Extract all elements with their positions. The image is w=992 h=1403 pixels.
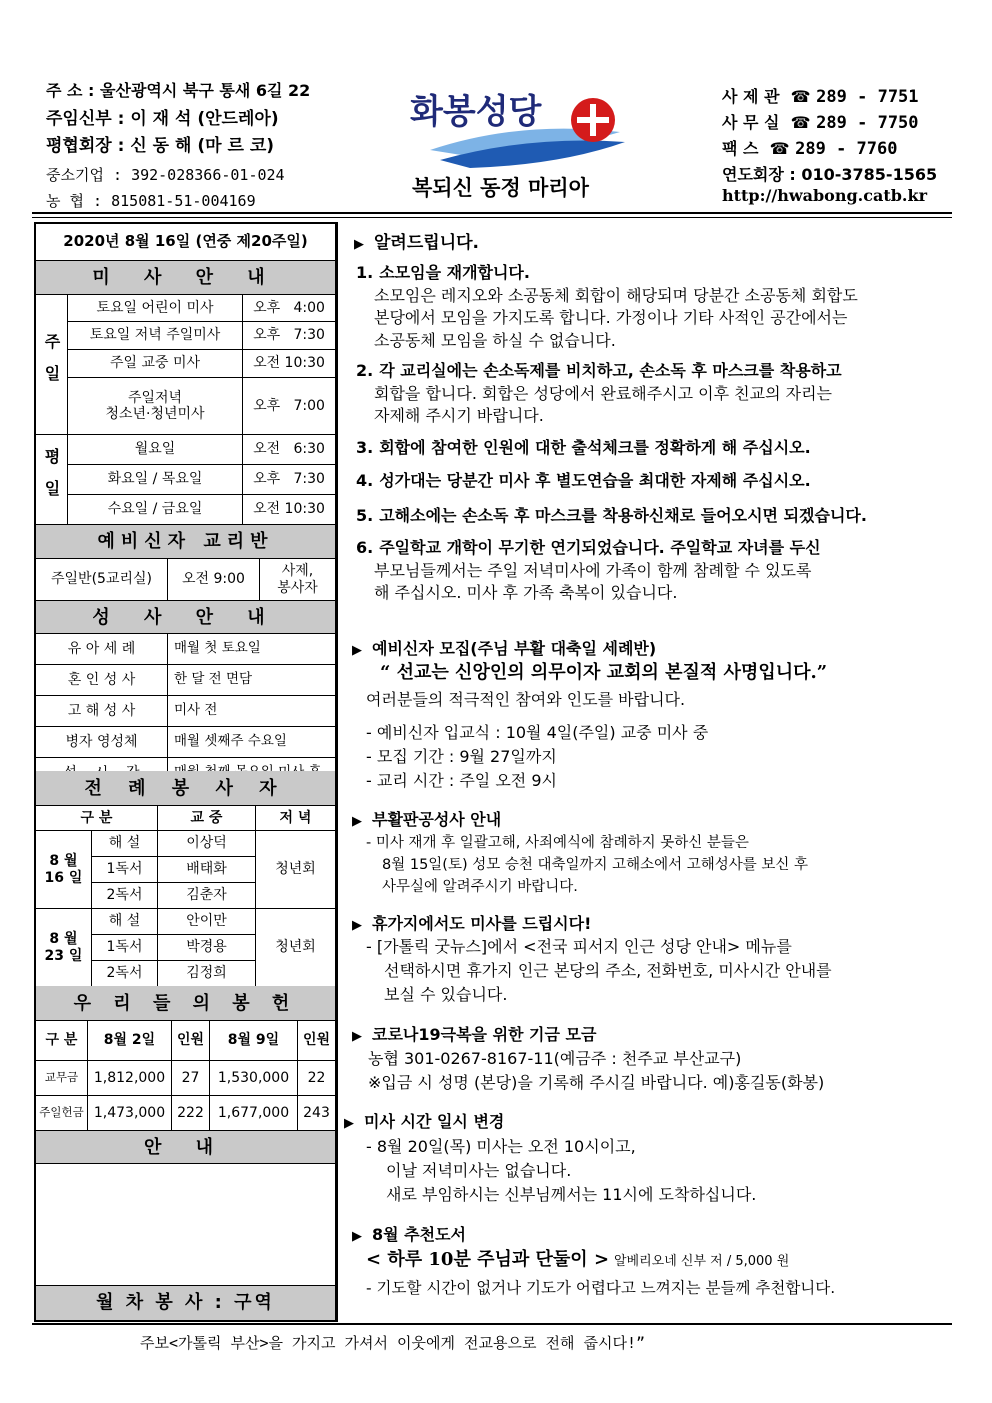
- liturgy-role: 2독서: [92, 961, 158, 986]
- mass-change-line: 이날 저녁미사는 없습니다.: [386, 1161, 572, 1180]
- bulletin-date: 2020년 8월 16일 (연중 제20주일): [63, 232, 308, 251]
- triangle-icon: ▶: [352, 918, 362, 933]
- item-number: 4.: [356, 471, 374, 490]
- left-info-table: [34, 222, 337, 1322]
- sacrament-name: 혼 인 성 사: [36, 665, 168, 695]
- announcement-line: 본당에서 모임을 가지도록 합니다. 가정이나 기타 사적인 공간에서는: [374, 308, 848, 327]
- announcement-line: [356, 537, 821, 559]
- item-number: 2.: [356, 361, 374, 380]
- mass-name: 주일저녁 청소년·청년미사: [68, 378, 243, 434]
- mass-name: 주일 교중 미사: [68, 350, 243, 377]
- offering-header-row: [36, 1021, 335, 1061]
- book-meta: 알베리오네 신부 저 / 5,000 원: [613, 1254, 790, 1269]
- offering-cell: 222: [172, 1096, 210, 1130]
- liturgy-evening: 청년회: [256, 909, 335, 987]
- mass-row: [68, 465, 335, 495]
- mass-row: [68, 295, 335, 322]
- mass-row: [68, 495, 335, 525]
- announcement-line: 소모임은 레지오와 소공동체 회합이 해당되며 당분간 소공동체 회합도: [374, 285, 858, 305]
- liturgy-row: [92, 961, 256, 987]
- mass-time: 오후 7:30: [253, 327, 325, 344]
- liturgy-title: 전 례 봉 사 자: [36, 771, 335, 806]
- pastor-row: 주임신부 : 이 재 석 (안드레아): [46, 109, 279, 129]
- offering-cell: 주일헌금: [36, 1096, 88, 1130]
- sacrament-name: 병자 영성체: [36, 727, 168, 757]
- item-number: 5.: [356, 506, 374, 525]
- recruit-heading: ▶ 예비신자 모집(주님 부활 대축일 세례반): [352, 639, 657, 658]
- liturgy-role: 2독서: [92, 883, 158, 908]
- website-link[interactable]: http://hwabong.catb.kr: [722, 186, 927, 205]
- book-recommendation: [366, 1249, 789, 1273]
- mass-time: 오후 4:00: [253, 299, 325, 316]
- vacation-line: 보실 수 있습니다.: [384, 985, 508, 1004]
- liturgy-person: 김정희: [158, 961, 256, 986]
- liturgy-date: 8 월 23 일: [36, 909, 92, 987]
- phone-icon: ☎: [790, 87, 811, 106]
- item-number: 3.: [356, 438, 374, 457]
- book-line: - 기도할 시간이 없거나 기도가 어렵다고 느껴지는 분들께 추천합니다.: [366, 1279, 836, 1297]
- recruit-quote: “ 선교는 신앙인의 의무이자 교회의 본질적 사명입니다.”: [380, 662, 828, 683]
- announcement-line: 부모님들께서는 주일 저녁미사에 가족이 함께 참례할 수 있도록: [374, 560, 812, 580]
- council-row: 평협회장 : 신 동 해 (마 르 코): [46, 136, 275, 156]
- recruit-line: - 교리 시간 : 주일 오전 9시: [366, 771, 557, 790]
- liturgy-role: 해 설: [92, 909, 158, 934]
- catechumen-time: 오전 9:00: [168, 559, 260, 600]
- header-divider-thin: [32, 217, 952, 218]
- mass-guide-title: 미 사 안 내: [36, 261, 335, 295]
- sacrament-row: [36, 665, 335, 696]
- offering-cell: 1,812,000: [88, 1061, 172, 1095]
- sacrament-info: 미사 전: [174, 702, 218, 719]
- catechumen-teacher: 사제, 봉사자: [277, 563, 318, 596]
- liturgy-person: 박경용: [158, 935, 256, 960]
- item-text: 성가대는 당분간 미사 후 별도연습을 최대한 자제해 주십시오.: [379, 471, 811, 490]
- mass-time: 오전 10:30: [253, 501, 325, 518]
- liturgy-head-type: 구 분: [36, 806, 158, 830]
- item-text: 회합에 참여한 인원에 대한 출석체크를 정확하게 해 주십시오.: [379, 438, 811, 457]
- announcement-line: [356, 262, 530, 284]
- liturgy-row: [92, 831, 256, 857]
- mass-row: [68, 322, 335, 350]
- item-number: 1.: [356, 263, 374, 282]
- bank2-row: 농 협 : 815081-51-004169: [46, 192, 256, 210]
- triangle-icon: ▶: [352, 814, 362, 829]
- item-text: 주일학교 개학이 무기한 연기되었습니다. 주일학교 자녀를 두신: [379, 538, 821, 557]
- sacrament-info: 매월 셋째주 수요일: [174, 733, 287, 750]
- notice-title: 안 내: [36, 1131, 335, 1164]
- catechumen-class: 주일반(5교리실): [36, 559, 168, 600]
- announcement-line: 해 주십시오. 미사 후 가족 축복이 있습니다.: [374, 583, 678, 602]
- column-divider: [337, 222, 338, 1322]
- liturgy-row: [92, 857, 256, 883]
- announcement-line: 회합을 합니다. 회합은 성당에서 완료해주시고 이후 친교의 자리는: [374, 383, 833, 403]
- contact-rectory: 사 제 관 ☎ 289 - 7751: [722, 87, 919, 107]
- phone-icon: ☎: [769, 139, 790, 158]
- liturgy-role: 1독서: [92, 935, 158, 960]
- offering-head-cell: 인원: [302, 1032, 331, 1049]
- confession-line: 8월 15일(토) 성모 승천 대축일까지 고해소에서 고해성사를 보신 후: [382, 857, 809, 873]
- mass-time: 오전 6:30: [253, 441, 325, 458]
- weekday-label: 평일: [36, 435, 68, 525]
- contact-fax: 팩 스 ☎ 289 - 7760: [722, 139, 898, 159]
- mass-time: 오후 7:00: [253, 397, 325, 414]
- announcement-line: 자제해 주시기 바랍니다.: [374, 406, 544, 425]
- offering-head-cell: 8월 9일: [210, 1021, 298, 1060]
- confession-heading: ▶ 부활판공성사 안내: [352, 810, 502, 829]
- covid-heading: ▶ 코로나19극복을 위한 기금 모금: [352, 1025, 597, 1044]
- catechumen-row: [36, 559, 335, 601]
- sacrament-info: 한 달 전 면담: [174, 671, 253, 688]
- liturgy-head-evening: 저 녁: [279, 809, 312, 826]
- phone-icon: ☎: [790, 113, 811, 132]
- offering-cell: 1,473,000: [88, 1096, 172, 1130]
- notice-blank-area: [36, 1164, 335, 1286]
- mass-name: 토요일 저녁 주일미사: [68, 322, 243, 349]
- liturgy-person: 김춘자: [158, 883, 256, 908]
- header-divider: [32, 212, 952, 214]
- mass-row: [68, 350, 335, 378]
- vacation-line: - [가톨릭 굿뉴스]에서 <전국 피서지 인근 성당 안내> 메뉴를: [366, 937, 792, 956]
- liturgy-role: 1독서: [92, 857, 158, 882]
- sacrament-row: [36, 696, 335, 727]
- mass-change-line: - 8월 20일(목) 미사는 오전 10시이고,: [366, 1137, 636, 1156]
- announcement-line: [356, 470, 811, 492]
- offering-cell: 교무금: [36, 1061, 88, 1095]
- confession-line: 사무실에 알려주시기 바랍니다.: [382, 879, 578, 895]
- mass-row: [68, 378, 335, 435]
- vacation-line: 선택하시면 휴가지 인근 본당의 주소, 전화번호, 미사시간 안내를: [384, 961, 832, 980]
- book-heading: ▶ 8월 추천도서: [352, 1225, 466, 1244]
- covid-line: 농협 301-0267-8167-11(예금주 : 천주교 부산교구): [368, 1049, 742, 1068]
- offering-head-cell: 구 분: [36, 1021, 88, 1060]
- offering-head-cell: 인원: [172, 1021, 210, 1060]
- mass-change-heading: ▶ 미사 시간 일시 변경: [344, 1112, 505, 1131]
- recruit-line: - 예비신자 입교식 : 10월 4일(주일) 교중 미사 중: [366, 723, 709, 742]
- triangle-icon: ▶: [354, 237, 364, 252]
- announcement-line: [356, 360, 842, 382]
- liturgy-header-row: [36, 806, 335, 831]
- mass-name: 토요일 어린이 미사: [68, 295, 243, 321]
- mass-time: 오후 7:30: [253, 471, 325, 488]
- mass-name: 월요일: [68, 435, 243, 464]
- triangle-icon: ▶: [352, 1229, 362, 1244]
- item-number: 6.: [356, 538, 374, 557]
- mass-row: [68, 435, 335, 465]
- footer-message: 주보<가톨릭 부산>을 가지고 가셔서 이웃에게 전교용으로 전해 줍시다!”: [140, 1334, 646, 1352]
- footer-divider: [32, 1323, 952, 1325]
- mass-change-line: 새로 부임하시는 신부님께서는 11시에 도착하십니다.: [386, 1185, 757, 1204]
- recruit-line: - 모집 기간 : 9월 27일까지: [366, 747, 557, 766]
- book-title: < 하루 10분 주님과 단둘이 >: [366, 1249, 610, 1270]
- liturgy-person: 이상덕: [158, 831, 256, 856]
- triangle-icon: ▶: [352, 643, 362, 658]
- liturgy-person: 배태화: [158, 857, 256, 882]
- contact-office: 사 무 실 ☎ 289 - 7750: [722, 113, 919, 133]
- liturgy-row: [92, 883, 256, 909]
- liturgy-person: 안이만: [158, 909, 256, 934]
- item-text: 소모임을 재개합니다.: [379, 263, 530, 282]
- mass-name: 수요일 / 금요일: [68, 495, 243, 524]
- announce-heading: ▶ 알려드립니다.: [354, 233, 479, 253]
- announcement-line: [356, 437, 811, 459]
- catechumen-title: 예비신자 교리반: [36, 525, 335, 559]
- announcement-line: [356, 505, 867, 527]
- item-text: 고해소에는 손소독 후 마스크를 착용하신채로 들어오시면 되겠습니다.: [379, 506, 867, 525]
- mass-name: 화요일 / 목요일: [68, 465, 243, 494]
- liturgy-head-main: 교 중: [158, 806, 256, 830]
- triangle-icon: ▶: [344, 1116, 354, 1131]
- liturgy-evening: 청년회: [256, 831, 335, 909]
- offering-title: 우 리 들 의 봉 헌: [36, 986, 335, 1021]
- sacrament-title: 성 사 안 내: [36, 601, 335, 634]
- offering-head-cell: 8월 2일: [88, 1021, 172, 1060]
- sacrament-row: [36, 634, 335, 665]
- sacrament-name: 고 해 성 사: [36, 696, 168, 726]
- offering-cell: 1,530,000: [210, 1061, 298, 1095]
- bank1-row: 중소기업 : 392-028366-01-024: [46, 166, 285, 184]
- bulletin-date-row: [36, 224, 335, 261]
- liturgy-row: [92, 909, 256, 935]
- sacrament-info: 매월 첫 토요일: [174, 640, 261, 657]
- liturgy-date: 8 월 16 일: [36, 831, 92, 909]
- offering-cell: 27: [172, 1061, 210, 1095]
- monthly-service: 월 차 봉 사 : 구역: [36, 1286, 335, 1320]
- sacrament-row: [36, 727, 335, 758]
- offering-row: [36, 1061, 335, 1096]
- address-row: 주 소 : 울산광역시 북구 통새 6길 22: [46, 81, 311, 100]
- offering-row: [36, 1096, 335, 1131]
- prayer-head: 연도회장 : 010-3785-1565: [722, 165, 938, 184]
- offering-cell: 22: [307, 1069, 326, 1086]
- sunday-label: 주일: [36, 295, 68, 435]
- offering-cell: 1,677,000: [210, 1096, 298, 1130]
- mass-time: 오전 10:30: [253, 355, 325, 372]
- covid-line: ※입금 시 성명 (본당)을 기록해 주시길 바랍니다. 예)홍길동(화봉): [368, 1073, 825, 1092]
- sacrament-name: 유 아 세 례: [36, 634, 168, 664]
- liturgy-role: 해 설: [92, 831, 158, 856]
- recruit-text: 여러분들의 적극적인 참여와 인도를 바랍니다.: [366, 690, 686, 709]
- liturgy-row: [92, 935, 256, 961]
- patron-saint: 복되신 동정 마리아: [412, 176, 589, 200]
- item-text: 각 교리실에는 손소독제를 비치하고, 손소독 후 마스크를 착용하고: [379, 361, 842, 380]
- announcement-line: 소공동체 모임을 하실 수 없습니다.: [374, 330, 616, 350]
- vacation-heading: ▶ 휴가지에서도 미사를 드립시다!: [352, 914, 592, 933]
- triangle-icon: ▶: [352, 1029, 362, 1044]
- confession-line: - 미사 재개 후 일괄고해, 사죄예식에 참례하지 못하신 분들은: [366, 835, 749, 851]
- offering-cell: 243: [303, 1104, 330, 1121]
- church-name: 화봉성당: [410, 92, 542, 132]
